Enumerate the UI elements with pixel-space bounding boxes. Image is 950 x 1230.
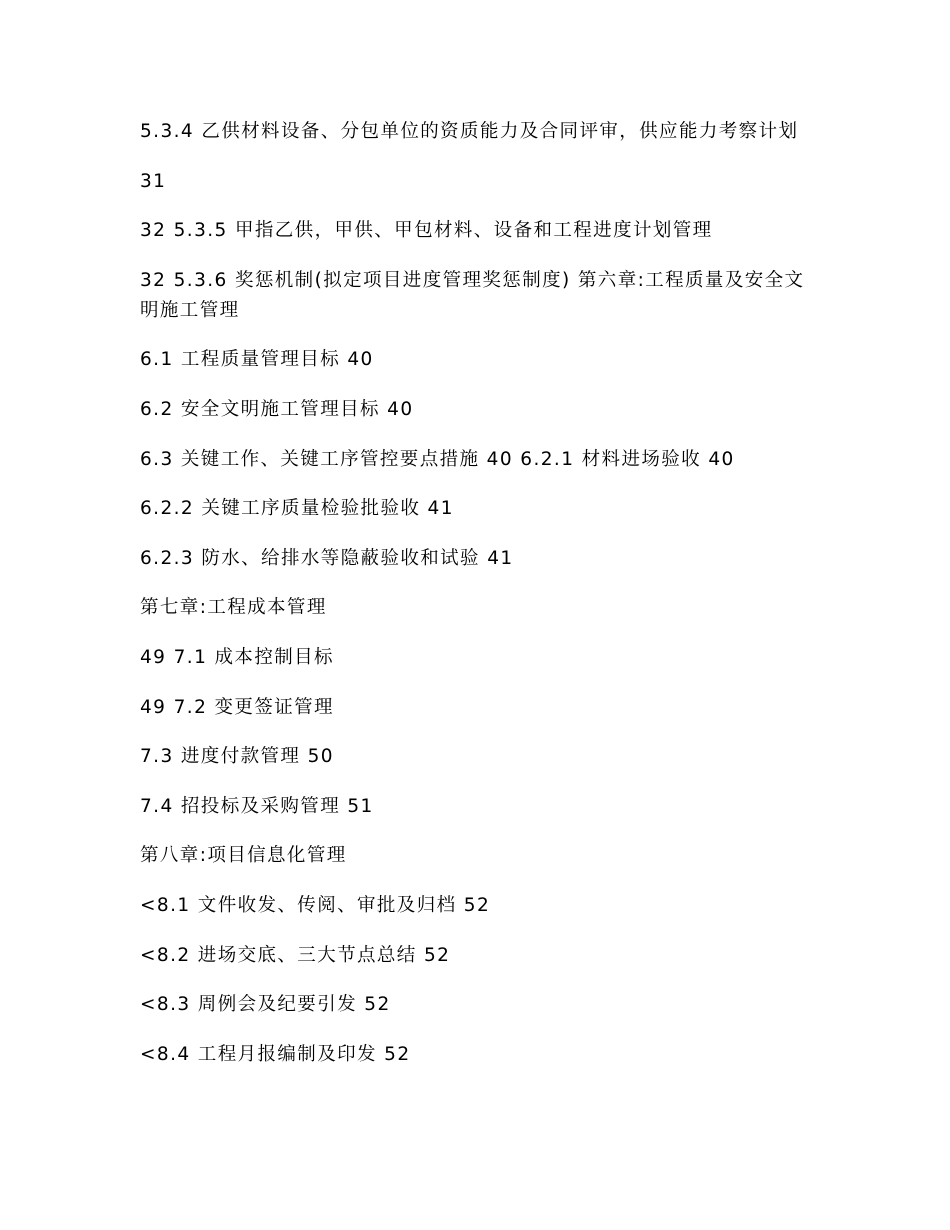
- toc-line-page-31: 31: [140, 170, 167, 192]
- toc-line-8-4: <8.4 工程月报编制及印发 52: [140, 1043, 411, 1065]
- toc-line-6-3: 6.3 关键工作、关键工序管控要点措施 40 6.2.1 材料进场验收 40: [140, 448, 735, 470]
- toc-line-5-3-4: 5.3.4 乙供材料设备、分包单位的资质能力及合同评审，供应能力考察计划: [140, 121, 799, 142]
- toc-line-8-1: <8.1 文件收发、传阅、审批及归档 52: [140, 894, 491, 916]
- toc-line-5-3-5: 32 5.3.5 甲指乙供，甲供、甲包材料、设备和工程进度计划管理: [140, 220, 713, 242]
- toc-line-7-2: 49 7.2 变更签证管理: [140, 696, 334, 718]
- toc-line-chapter-8: 第八章:项目信息化管理: [140, 845, 347, 867]
- toc-line-7-3: 7.3 进度付款管理 50: [140, 746, 334, 768]
- toc-line-6-1: 6.1 工程质量管理目标 40: [140, 349, 374, 371]
- toc-line-6-2-2: 6.2.2 关键工序质量检验批验收 41: [140, 498, 454, 520]
- toc-line-6-2-3: 6.2.3 防水、给排水等隐蔽验收和试验 41: [140, 547, 514, 569]
- table-of-contents: [140, 117, 820, 1089]
- toc-line-7-4: 7.4 招投标及采购管理 51: [140, 795, 374, 817]
- toc-line-6-2: 6.2 安全文明施工管理目标 40: [140, 398, 414, 420]
- toc-line-8-2: <8.2 进场交底、三大节点总结 52: [140, 944, 451, 966]
- toc-line-chapter-7: 第七章:工程成本管理: [140, 597, 327, 619]
- toc-line-8-3: <8.3 周例会及纪要引发 52: [140, 994, 391, 1016]
- toc-line-5-3-6: 32 5.3.6 奖惩机制(拟定项目进度管理奖惩制度) 第六章:工程质量及安全文明施工管理: [140, 269, 805, 321]
- toc-line-7-1: 49 7.1 成本控制目标: [140, 646, 334, 668]
